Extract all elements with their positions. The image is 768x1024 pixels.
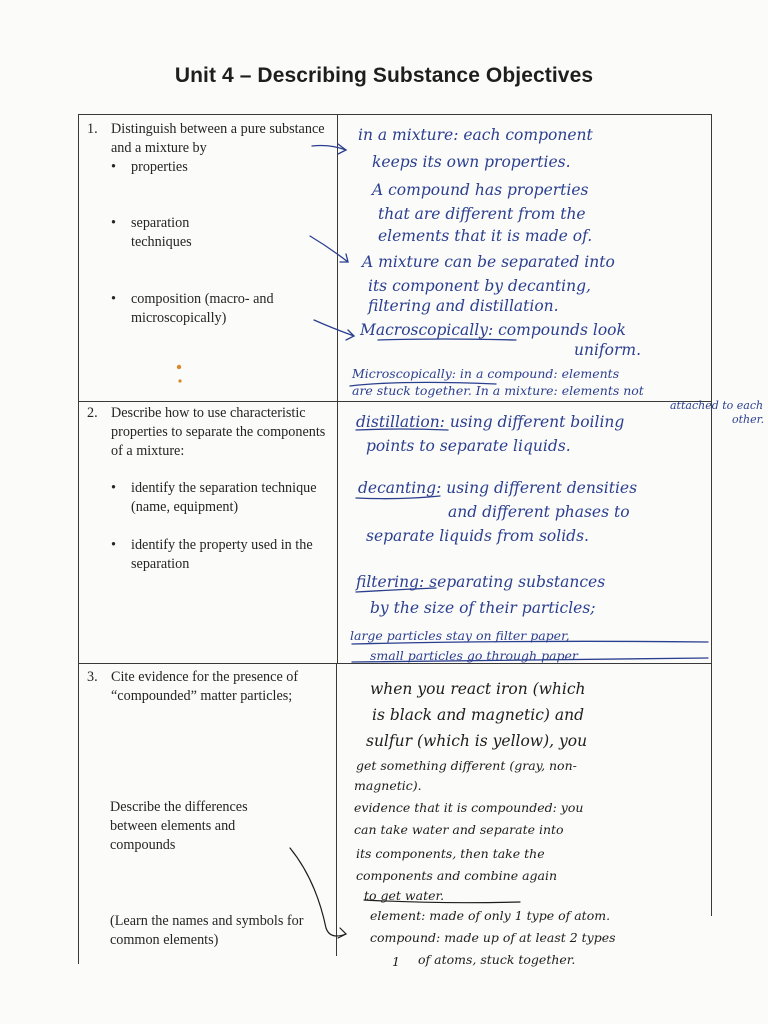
handwriting-line: is black and magnetic) and [372,706,585,724]
objective-text: Distinguish between a pure substance and a mixture by [111,121,325,157]
row-3-left-border [78,664,79,964]
handwriting-line: when you react iron (which [370,680,586,698]
objective-number: 1. [87,121,98,137]
handwriting-line: components and combine again [356,868,558,883]
handwriting-line: sulfur (which is yellow), you [366,732,588,750]
row-divider [79,401,711,402]
handwriting-line: attached to each [670,399,764,412]
row-3-column-divider [336,664,337,956]
handwriting-line: to get water. [364,888,445,903]
handwriting-line: of atoms, stuck together. [418,952,576,967]
handwriting-line: element: made of only 1 type of atom. [370,908,611,923]
handwriting-line: that are different from the [378,205,586,223]
objective-number: 3. [87,669,98,685]
handwriting-line: in a mixture: each component [358,126,593,144]
handwriting-line: small particles go through paper [370,648,578,663]
handwriting-line: A mixture can be separated into [362,253,615,271]
objectives-table: 1. Distinguish between a pure substance and a mixture by • properties • separation techniques • composition (macro- and microscopically) 2. Describe how to use characteristic properties to separate the components of a mixture: • identify the separation technique (name, equipment) • identify the property used in the separation 3. Cite evidence for the presence of “compounded” matter particles; [78,114,712,664]
handwriting-line: filtering and distillation. [368,297,559,315]
handwriting-line: Macroscopically: compounds look [360,321,626,339]
handwriting-line: decanting: using different densities [358,479,638,497]
page-title: Unit 4 – Describing Substance Objectives [174,64,594,87]
handwriting-line: large particles stay on filter paper, [350,628,570,643]
objective-number: 2. [87,405,98,421]
handwriting-line: elements that it is made of. [378,227,593,245]
row-3-right-border [711,664,712,916]
handwriting-line: can take water and separate into [354,822,564,837]
margin-mark: 1 [392,954,400,969]
handwriting-line: get something different (gray, non- [356,758,577,773]
handwriting-line: by the size of their particles; [370,599,596,617]
handwriting-line: magnetic). [354,778,422,793]
handwriting-line: points to separate liquids. [366,437,571,455]
handwriting-line: other. [732,413,765,426]
handwriting-line: keeps its own properties. [372,153,571,171]
objective-text: Cite evidence for the presence of “compounded” matter particles; [111,669,299,705]
objective-text: Describe how to use characteristic properties to separate the components of a mixture: [111,405,326,460]
handwriting-line: its components, then take the [356,846,545,861]
handwriting-line: are stuck together. In a mixture: elements not [352,383,644,398]
handwriting-line: Microscopically: in a compound: elements [352,366,620,381]
handwriting-line: its component by decanting, [368,277,591,295]
column-divider [337,115,338,663]
handwriting-line: uniform. [574,341,642,359]
handwriting-line: A compound has properties [372,181,589,199]
handwriting-line: distillation: using different boiling [356,413,625,431]
handwriting-line: and different phases to [448,503,630,521]
handwriting-line: compound: made up of at least 2 types [370,930,616,945]
handwriting-line: separate liquids from solids. [366,527,589,545]
handwriting-line: evidence that it is compounded: you [354,800,584,815]
handwriting-line: filtering: separating substances [356,573,606,591]
arrow-head [338,928,346,938]
